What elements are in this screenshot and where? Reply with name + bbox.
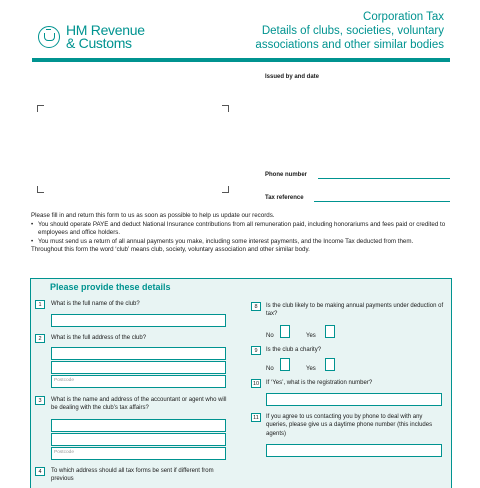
crown-crest-icon	[38, 26, 60, 48]
agent-postcode-label: Postcode	[54, 450, 75, 455]
question-number-10: 10	[252, 381, 260, 387]
q8-yes-label: Yes	[306, 333, 316, 339]
intro-text	[31, 212, 451, 255]
intro-para-1: Please fill in and return this form to us as soon as possible to help us update our records.	[31, 212, 275, 219]
tax-reference-field[interactable]	[314, 201, 450, 202]
form-title-line-2: Details of clubs, societies, voluntary	[261, 25, 444, 37]
address-corner-top-left	[37, 105, 44, 112]
tax-reference-label: Tax reference	[265, 195, 304, 201]
panel-heading: Please provide these details	[50, 282, 171, 292]
question-number-1: 1	[35, 300, 45, 309]
intro-bullet-1: • You should operate PAYE and deduct National Insurance contributions from all remuneration paid, including honorariums and fees paid or credited to employees and office holders.	[31, 221, 451, 238]
address-corner-top-right	[222, 105, 229, 112]
q8-no-checkbox[interactable]	[280, 325, 290, 338]
logo-text	[66, 24, 145, 50]
club-address-line-2[interactable]	[51, 361, 226, 374]
club-postcode-input[interactable]	[51, 375, 226, 388]
q8-yes-checkbox[interactable]	[325, 325, 335, 338]
agent-address-line-1[interactable]	[51, 419, 226, 432]
question-number-8: 8	[251, 302, 261, 311]
question-8-text: Is the club likely to be making annual payments under deduction of tax?	[266, 303, 444, 318]
form-title	[255, 10, 444, 52]
question-10-text: If ‘Yes’, what is the registration number?	[266, 380, 373, 386]
question-number-11: 11	[251, 413, 261, 422]
agent-postcode-input[interactable]	[51, 447, 226, 460]
hmrc-logo	[38, 24, 145, 50]
intro-para-2: Throughout this form the word ‘club’ means club, society, voluntary association and other similar body.	[31, 246, 310, 254]
phone-number-label: Phone number	[265, 172, 308, 178]
q9-yes-label: Yes	[306, 366, 316, 372]
registration-number-input[interactable]	[266, 393, 442, 406]
address-corner-bottom-right	[222, 186, 229, 193]
question-number-3: 3	[35, 396, 45, 405]
q9-no-label: No	[266, 366, 274, 372]
question-number-4: 4	[35, 467, 45, 476]
club-address-line-1[interactable]	[51, 347, 226, 360]
question-1-text: What is the full name of the club?	[51, 301, 140, 307]
header-rule	[32, 58, 450, 62]
agent-address-line-2[interactable]	[51, 433, 226, 446]
q9-yes-checkbox[interactable]	[325, 358, 335, 371]
logo-line-1: HM Revenue	[66, 22, 145, 38]
club-name-input[interactable]	[51, 314, 226, 327]
address-corner-bottom-left	[37, 186, 44, 193]
question-11-text: If you agree to us contacting you by phone to deal with any queries, please give us a daytime phone number (this includes agents)	[266, 414, 433, 437]
form-title-line-1: Corporation Tax	[363, 11, 444, 23]
logo-line-2: & Customs	[66, 35, 132, 51]
question-9-text: Is the club a charity?	[266, 347, 322, 353]
club-postcode-label: Postcode	[54, 378, 75, 383]
question-2-text: What is the full address of the club?	[51, 335, 147, 341]
daytime-phone-input[interactable]	[266, 444, 442, 457]
q9-no-checkbox[interactable]	[280, 358, 290, 371]
issued-by-label: Issued by and date	[265, 74, 320, 80]
form-title-line-3: associations and other similar bodies	[255, 39, 444, 51]
question-4-text: To which address should all tax forms be sent if different from previous	[51, 468, 214, 483]
intro-bullets	[31, 221, 451, 247]
question-number-2: 2	[35, 334, 45, 343]
phone-number-field[interactable]	[318, 178, 450, 179]
q8-no-label: No	[266, 333, 274, 339]
question-number-9: 9	[251, 346, 261, 355]
intro-bullet-2: • You must send us a return of all annual payments you make, including some interest payments, and the Income Tax deducted from them.	[31, 238, 451, 247]
question-3-text: What is the name and address of the accountant or agent who will be dealing with the club’s tax affairs?	[51, 397, 227, 412]
